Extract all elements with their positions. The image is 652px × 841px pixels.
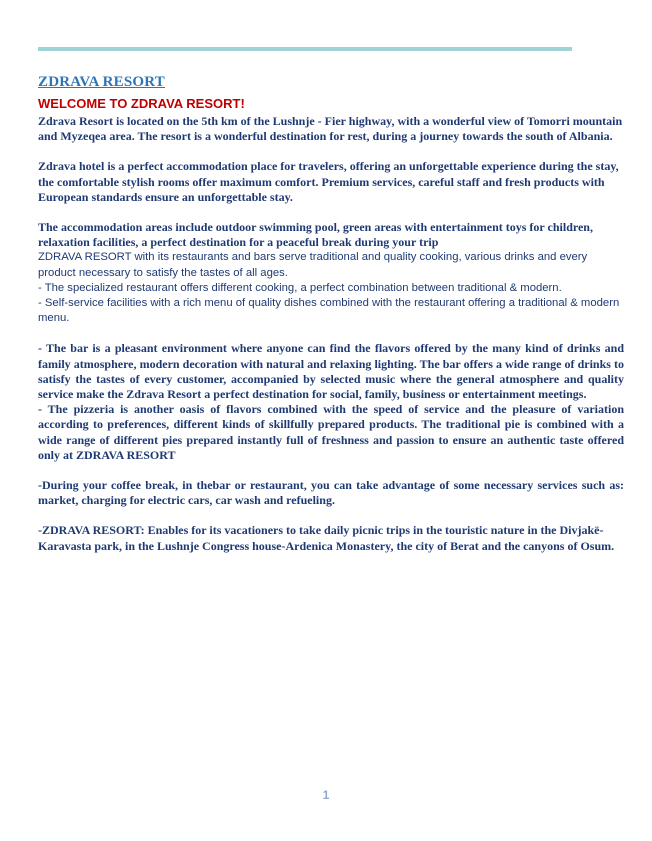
paragraph-location: Zdrava Resort is located on the 5th km of the Lushnje - Fier highway, with a wonderful view of Tomorri mountain and Myzeqea area. The resort is a wonderful destination for rest, during a journey towards the south of Albania. <box>38 114 623 144</box>
paragraph-coffee-break: -During your coffee break, in thebar or restaurant, you can take advantage of some necessary services such as: market, charging for electric cars, car wash and refueling. <box>38 478 624 508</box>
paragraph-bar: - The bar is a pleasant environment where anyone can find the flavors offered by the many kind of drinks and family atmosphere, modern decoration with natural and relaxing lighting. The bar offers a wide range of drinks to satisfy the tastes of every customer, accompanied by selected music where the general atmosphere and quality service make the Zdrava Resort a perfect destination for social, family, business or entertainment meetings. <box>38 341 624 402</box>
paragraph-accommodation: The accommodation areas include outdoor swimming pool, green areas with entertainment toys for children, relaxation facilities, a perfect destination for a peaceful break during your trip <box>38 220 593 250</box>
page-number: 1 <box>322 788 330 802</box>
paragraph-picnic-trips: -ZDRAVA RESORT: Enables for its vacationers to take daily picnic trips in the touristic nature in the Divjakë-Karavasta park, in the Lushnje Congress house-Ardenica Monastery, the city of Berat and the canyons of Osum. <box>38 523 615 553</box>
header-rule <box>38 47 572 51</box>
paragraph-hotel: Zdrava hotel is a perfect accommodation place for travelers, offering an unforgettable experience during the stay, the comfortable stylish rooms offer maximum comfort. Premium services, careful staff and fresh products with European standards ensure an unforgettable stay. <box>38 159 619 204</box>
document-title: ZDRAVA RESORT <box>38 74 165 90</box>
paragraph-self-service: - Self-service facilities with a rich menu of quality dishes combined with the restaurant offering a traditional & modern menu. <box>38 297 620 325</box>
document-body <box>38 74 624 554</box>
paragraph-restaurants: ZDRAVA RESORT with its restaurants and bars serve traditional and quality cooking, various drinks and every product necessary to satisfy the tastes of all ages. <box>38 251 588 279</box>
paragraph-specialized-restaurant: - The specialized restaurant offers different cooking, a perfect combination between traditional & modern. <box>38 281 562 294</box>
paragraph-pizzeria: - The pizzeria is another oasis of flavors combined with the speed of service and the pleasure of variation according to preferences, different kinds of skillfully prepared products. The traditional pie is combined with a wide range of different pies prepared instantly full of freshness and passion to ensure an authentic taste offered only at ZDRAVA RESORT <box>38 402 624 462</box>
welcome-heading: WELCOME TO ZDRAVA RESORT! <box>38 96 245 111</box>
